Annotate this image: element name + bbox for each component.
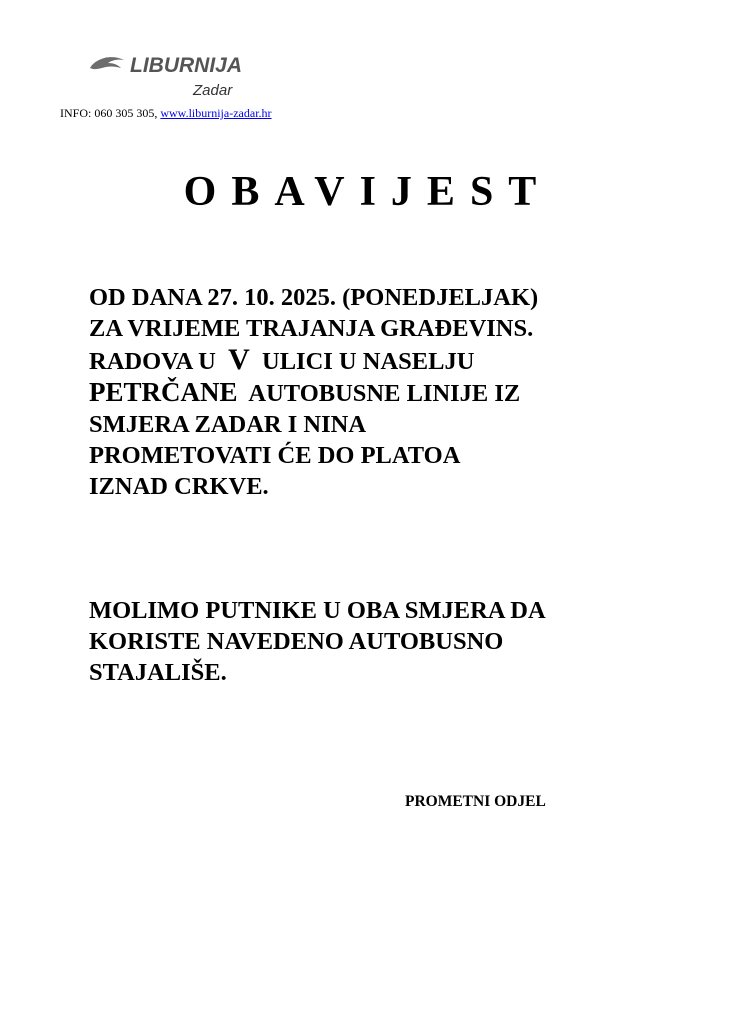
notice-line bbox=[89, 344, 538, 377]
request-line: MOLIMO PUTNIKE U OBA SMJERA DA bbox=[89, 597, 546, 624]
notice-line: OD DANA 27. 10. 2025. (PONEDJELJAK) bbox=[89, 284, 539, 311]
signature: PROMETNI ODJEL bbox=[405, 793, 546, 810]
notice-text: ULICI U NASELJU bbox=[262, 348, 475, 375]
contact-info bbox=[60, 106, 272, 121]
notice-line: IZNAD CRKVE. bbox=[89, 473, 269, 500]
notice-line bbox=[89, 377, 538, 409]
page-title: OBAVIJEST bbox=[183, 169, 552, 215]
request-line: STAJALIŠE. bbox=[89, 659, 227, 686]
notice-line: SMJERA ZADAR I NINA bbox=[89, 411, 367, 438]
notice-paragraph bbox=[89, 282, 538, 502]
company-logo bbox=[88, 52, 258, 112]
notice-text: AUTOBUSNE LINIJE IZ bbox=[248, 380, 521, 407]
dolphin-logo-icon bbox=[88, 54, 128, 78]
logo-name: LIBURNIJA bbox=[130, 54, 243, 77]
notice-line: ZA VRIJEME TRAJANJA GRAĐEVINS. bbox=[89, 315, 534, 342]
notice-line: PROMETOVATI ĆE DO PLATOA bbox=[89, 442, 461, 469]
request-line: KORISTE NAVEDENO AUTOBUSNO bbox=[89, 628, 504, 655]
website-link[interactable]: www.liburnija-zadar.hr bbox=[160, 106, 272, 120]
info-phone: INFO: 060 305 305, bbox=[60, 106, 158, 120]
logo-subtitle: Zadar bbox=[193, 82, 233, 99]
request-paragraph bbox=[89, 595, 546, 688]
place-name: PETRČANE bbox=[89, 377, 238, 407]
notice-text: RADOVA U bbox=[89, 348, 216, 375]
street-name: V bbox=[228, 343, 250, 376]
